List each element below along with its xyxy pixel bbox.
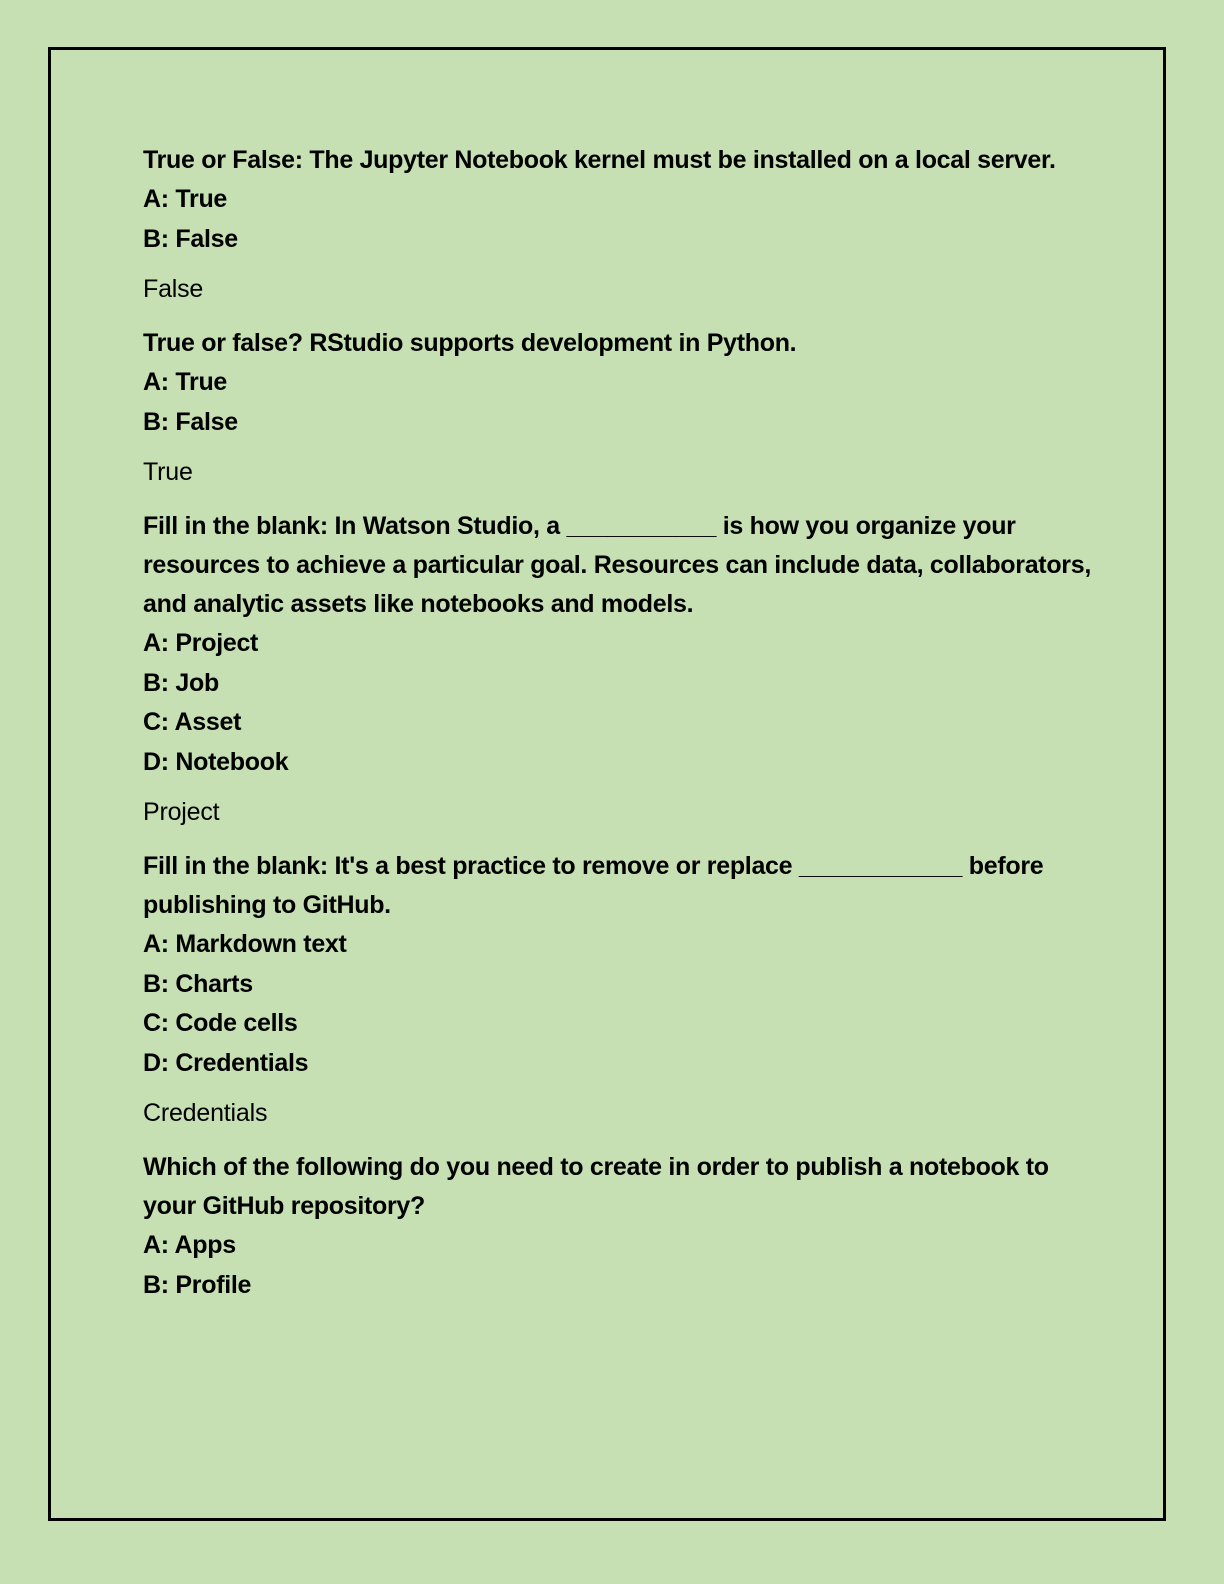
answer-text: Credentials: [143, 1099, 268, 1127]
question-block: [143, 507, 1093, 782]
question-block: [143, 141, 1093, 259]
answer-text: False: [143, 275, 204, 303]
question-text: Which of the following do you need to create in order to publish a notebook to your GitHub repository?: [143, 1153, 1049, 1220]
question-text: True or False: The Jupyter Notebook kernel must be installed on a local server.: [143, 146, 1056, 174]
question-block: [143, 324, 1093, 442]
option-a: A: Apps: [143, 1231, 236, 1259]
option-b: B: False: [143, 407, 238, 436]
option-b: B: Job: [143, 668, 219, 697]
question-block: [143, 1148, 1093, 1305]
option-c: C: Asset: [143, 708, 242, 736]
option-a: A: Project: [143, 629, 259, 657]
answer-text: True: [143, 458, 193, 486]
option-d: D: Notebook: [143, 747, 289, 776]
question-text: Fill in the blank: In Watson Studio, a ___________ is how you organize your resources to achieve a particular goal. Resources can include data, collaborators, and analytic assets like notebooks and models.: [143, 512, 1091, 618]
option-b: B: Charts: [143, 969, 253, 998]
option-b: B: Profile: [143, 1270, 252, 1299]
option-a: A: Markdown text: [143, 930, 347, 958]
option-b: B: False: [143, 224, 238, 253]
option-d: D: Credentials: [143, 1048, 309, 1077]
question-text: True or false? RStudio supports development in Python.: [143, 329, 797, 357]
quiz-content: [143, 141, 1093, 1320]
answer-text: Project: [143, 798, 220, 826]
option-c: C: Code cells: [143, 1009, 298, 1037]
option-a: A: True: [143, 185, 228, 213]
option-a: A: True: [143, 368, 228, 396]
question-text: Fill in the blank: It's a best practice to remove or replace ____________ before publishing to GitHub.: [143, 852, 1044, 919]
question-block: [143, 847, 1093, 1083]
